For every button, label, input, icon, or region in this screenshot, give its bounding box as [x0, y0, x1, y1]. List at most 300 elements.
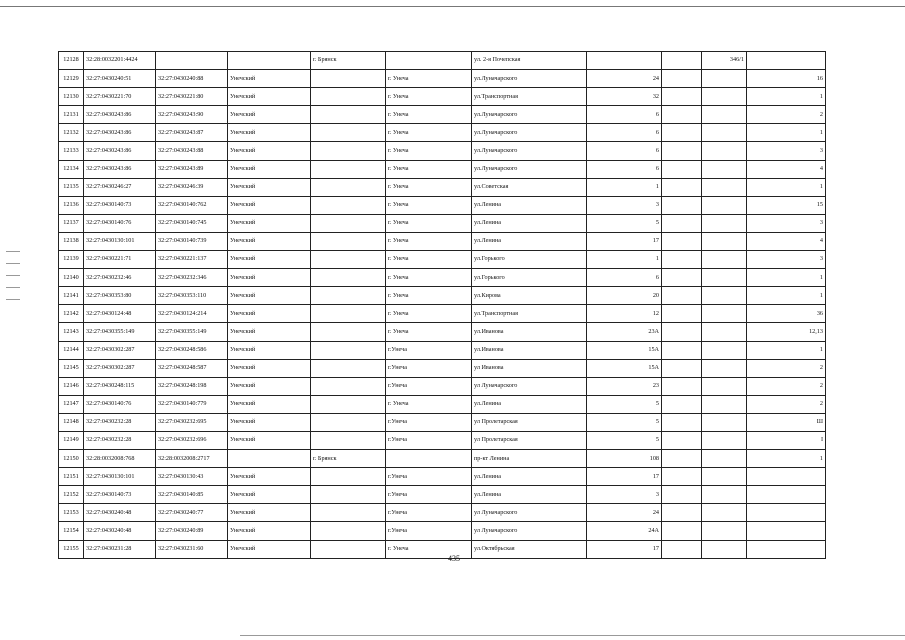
- city-unecha-cell: г.Унеча: [386, 377, 472, 395]
- building-cell: [662, 196, 702, 214]
- binding-marks: [6, 240, 20, 311]
- city-bryansk-cell: [311, 305, 386, 323]
- district-cell: Унечский: [228, 287, 311, 305]
- apartment-cell: 1: [747, 269, 826, 287]
- district-cell: Унечский: [228, 88, 311, 106]
- cadastral-object-cell: 32:27:0430353:110: [156, 287, 228, 305]
- table-row: [59, 251, 826, 269]
- cadastral-object-cell: 32:27:0430243:90: [156, 106, 228, 124]
- row-number-cell: 12128: [59, 52, 84, 70]
- table-row: [59, 522, 826, 540]
- letter-cell: [702, 540, 747, 558]
- cadastral-parcel-cell: 32:27:0430240:51: [84, 70, 156, 88]
- row-number-cell: 12153: [59, 504, 84, 522]
- cadastral-object-cell: 32:27:0430248:198: [156, 377, 228, 395]
- city-unecha-cell: г.Унеча: [386, 431, 472, 449]
- cadastral-object-cell: 32:27:0430243:88: [156, 142, 228, 160]
- city-bryansk-cell: [311, 160, 386, 178]
- cadastral-object-cell: 32:27:0430240:77: [156, 504, 228, 522]
- letter-cell: [702, 377, 747, 395]
- cadastral-object-cell: 32:27:0430243:87: [156, 124, 228, 142]
- row-number-cell: 12146: [59, 377, 84, 395]
- district-cell: Унечский: [228, 305, 311, 323]
- city-unecha-cell: г. Унеча: [386, 287, 472, 305]
- building-cell: [662, 142, 702, 160]
- building-cell: [662, 106, 702, 124]
- table-row: [59, 450, 826, 468]
- table-row: [59, 196, 826, 214]
- letter-cell: [702, 468, 747, 486]
- house-number-cell: 32: [587, 88, 662, 106]
- cadastral-parcel-cell: 32:27:0430240:48: [84, 504, 156, 522]
- house-number-cell: 17: [587, 232, 662, 250]
- city-bryansk-cell: [311, 88, 386, 106]
- city-bryansk-cell: [311, 214, 386, 232]
- apartment-cell: [747, 522, 826, 540]
- street-cell: ул.Ленина: [472, 468, 587, 486]
- apartment-cell: 1: [747, 88, 826, 106]
- letter-cell: [702, 305, 747, 323]
- apartment-cell: 1: [747, 287, 826, 305]
- table-row: [59, 88, 826, 106]
- table-row: [59, 486, 826, 504]
- building-cell: [662, 431, 702, 449]
- apartment-cell: [747, 468, 826, 486]
- district-cell: Унечский: [228, 468, 311, 486]
- apartment-cell: 1: [747, 178, 826, 196]
- building-cell: [662, 214, 702, 232]
- row-number-cell: 12130: [59, 88, 84, 106]
- row-number-cell: 12144: [59, 341, 84, 359]
- building-cell: [662, 251, 702, 269]
- cadastral-object-cell: 32:27:0430221:137: [156, 251, 228, 269]
- cadastral-object-cell: 32:27:0430232:696: [156, 431, 228, 449]
- letter-cell: [702, 287, 747, 305]
- district-cell: Унечский: [228, 70, 311, 88]
- letter-cell: [702, 341, 747, 359]
- building-cell: [662, 287, 702, 305]
- city-unecha-cell: г. Унеча: [386, 124, 472, 142]
- letter-cell: [702, 178, 747, 196]
- city-unecha-cell: г. Унеча: [386, 269, 472, 287]
- district-cell: Унечский: [228, 124, 311, 142]
- city-unecha-cell: г. Унеча: [386, 106, 472, 124]
- city-bryansk-cell: [311, 287, 386, 305]
- apartment-cell: 2: [747, 377, 826, 395]
- cadastral-parcel-cell: 32:27:0430246:27: [84, 178, 156, 196]
- city-bryansk-cell: [311, 232, 386, 250]
- row-number-cell: 12151: [59, 468, 84, 486]
- city-bryansk-cell: [311, 468, 386, 486]
- table-row: [59, 269, 826, 287]
- city-unecha-cell: г.Унеча: [386, 359, 472, 377]
- row-number-cell: 12139: [59, 251, 84, 269]
- street-cell: ул.Иванова: [472, 341, 587, 359]
- row-number-cell: 12133: [59, 142, 84, 160]
- house-number-cell: 5: [587, 395, 662, 413]
- city-unecha-cell: г.Унеча: [386, 504, 472, 522]
- street-cell: ул.Транспортная: [472, 88, 587, 106]
- city-unecha-cell: г. Унеча: [386, 540, 472, 558]
- cadastral-parcel-cell: 32:27:0430302:287: [84, 359, 156, 377]
- cadastral-parcel-cell: 32:27:0430240:48: [84, 522, 156, 540]
- city-unecha-cell: г. Унеча: [386, 70, 472, 88]
- table-row: [59, 431, 826, 449]
- street-cell: ул.Советская: [472, 178, 587, 196]
- district-cell: Унечский: [228, 359, 311, 377]
- city-unecha-cell: г. Унеча: [386, 196, 472, 214]
- cadastral-parcel-cell: 32:27:0430232:28: [84, 413, 156, 431]
- cadastral-object-cell: 32:27:0430140:745: [156, 214, 228, 232]
- city-unecha-cell: [386, 450, 472, 468]
- apartment-cell: 1: [747, 450, 826, 468]
- street-cell: ул.Ленина: [472, 196, 587, 214]
- cadastral-object-cell: 32:27:0430231:60: [156, 540, 228, 558]
- letter-cell: [702, 160, 747, 178]
- house-number-cell: 108: [587, 450, 662, 468]
- apartment-cell: [747, 504, 826, 522]
- street-cell: ул Луначарского: [472, 504, 587, 522]
- building-cell: [662, 486, 702, 504]
- city-bryansk-cell: [311, 395, 386, 413]
- house-number-cell: 5: [587, 214, 662, 232]
- apartment-cell: 2: [747, 395, 826, 413]
- cadastral-parcel-cell: 32:27:0430231:28: [84, 540, 156, 558]
- district-cell: Унечский: [228, 251, 311, 269]
- city-unecha-cell: г. Унеча: [386, 214, 472, 232]
- building-cell: [662, 504, 702, 522]
- building-cell: [662, 522, 702, 540]
- row-number-cell: 12143: [59, 323, 84, 341]
- letter-cell: [702, 431, 747, 449]
- apartment-cell: 2: [747, 359, 826, 377]
- street-cell: ул.Транспортная: [472, 305, 587, 323]
- house-number-cell: 5: [587, 431, 662, 449]
- scan-top-edge: [0, 6, 905, 7]
- building-cell: [662, 70, 702, 88]
- city-bryansk-cell: г. Брянск: [311, 450, 386, 468]
- city-bryansk-cell: [311, 540, 386, 558]
- table-row: [59, 413, 826, 431]
- city-bryansk-cell: [311, 323, 386, 341]
- street-cell: ул Луначарского: [472, 522, 587, 540]
- building-cell: [662, 52, 702, 70]
- table-row: [59, 341, 826, 359]
- city-bryansk-cell: [311, 106, 386, 124]
- cadastral-parcel-cell: 32:27:0430243:86: [84, 142, 156, 160]
- building-cell: [662, 232, 702, 250]
- cadastral-object-cell: 32:27:0430232:346: [156, 269, 228, 287]
- city-bryansk-cell: [311, 70, 386, 88]
- row-number-cell: 12142: [59, 305, 84, 323]
- cadastral-parcel-cell: 32:27:0430302:287: [84, 341, 156, 359]
- cadastral-object-cell: 32:27:0430240:88: [156, 70, 228, 88]
- apartment-cell: 12,13: [747, 323, 826, 341]
- row-number-cell: 12134: [59, 160, 84, 178]
- letter-cell: [702, 70, 747, 88]
- cadastral-parcel-cell: 32:27:0430124:48: [84, 305, 156, 323]
- row-number-cell: 12155: [59, 540, 84, 558]
- building-cell: [662, 540, 702, 558]
- apartment-cell: 1: [747, 341, 826, 359]
- cadastral-object-cell: 32:27:0430221:80: [156, 88, 228, 106]
- letter-cell: [702, 269, 747, 287]
- cadastral-object-cell: [156, 52, 228, 70]
- city-unecha-cell: г. Унеча: [386, 323, 472, 341]
- building-cell: [662, 359, 702, 377]
- district-cell: [228, 450, 311, 468]
- letter-cell: [702, 504, 747, 522]
- street-cell: ул.Луначарского: [472, 124, 587, 142]
- cadastral-parcel-cell: 32:27:0430140:73: [84, 486, 156, 504]
- district-cell: Унечский: [228, 269, 311, 287]
- street-cell: ул.Ленина: [472, 486, 587, 504]
- row-number-cell: 12154: [59, 522, 84, 540]
- table-row: [59, 232, 826, 250]
- page-number: 435: [448, 554, 460, 563]
- letter-cell: [702, 323, 747, 341]
- house-number-cell: 3: [587, 196, 662, 214]
- letter-cell: [702, 232, 747, 250]
- table-row: [59, 106, 826, 124]
- letter-cell: [702, 196, 747, 214]
- house-number-cell: 1: [587, 251, 662, 269]
- row-number-cell: 12135: [59, 178, 84, 196]
- cadastral-parcel-cell: 32:27:0430140:76: [84, 214, 156, 232]
- street-cell: ул Луначарского: [472, 377, 587, 395]
- house-number-cell: 6: [587, 106, 662, 124]
- district-cell: Унечский: [228, 160, 311, 178]
- registry-body: [59, 52, 826, 559]
- cadastral-parcel-cell: 32:27:0430232:46: [84, 269, 156, 287]
- table-row: [59, 504, 826, 522]
- table-row: [59, 359, 826, 377]
- city-bryansk-cell: [311, 359, 386, 377]
- house-number-cell: 17: [587, 468, 662, 486]
- scan-bottom-edge: [240, 635, 905, 636]
- house-number-cell: 3: [587, 486, 662, 504]
- row-number-cell: 12129: [59, 70, 84, 88]
- row-number-cell: 12138: [59, 232, 84, 250]
- apartment-cell: 15: [747, 196, 826, 214]
- cadastral-parcel-cell: 32:27:0430140:76: [84, 395, 156, 413]
- city-unecha-cell: г. Унеча: [386, 160, 472, 178]
- house-number-cell: 20: [587, 287, 662, 305]
- table-row: [59, 52, 826, 70]
- row-number-cell: 12145: [59, 359, 84, 377]
- city-unecha-cell: г. Унеча: [386, 395, 472, 413]
- district-cell: Унечский: [228, 431, 311, 449]
- street-cell: ул Пролетарская: [472, 431, 587, 449]
- row-number-cell: 12131: [59, 106, 84, 124]
- cadastral-parcel-cell: 32:27:0430221:71: [84, 251, 156, 269]
- letter-cell: [702, 251, 747, 269]
- cadastral-parcel-cell: 32:27:0430355:149: [84, 323, 156, 341]
- district-cell: Унечский: [228, 522, 311, 540]
- row-number-cell: 12152: [59, 486, 84, 504]
- city-unecha-cell: г.Унеча: [386, 341, 472, 359]
- city-bryansk-cell: [311, 269, 386, 287]
- letter-cell: [702, 124, 747, 142]
- table-row: [59, 124, 826, 142]
- cadastral-object-cell: 32:27:0430248:586: [156, 341, 228, 359]
- letter-cell: [702, 522, 747, 540]
- house-number-cell: 23: [587, 377, 662, 395]
- district-cell: [228, 52, 311, 70]
- district-cell: Унечский: [228, 486, 311, 504]
- building-cell: [662, 377, 702, 395]
- apartment-cell: [747, 486, 826, 504]
- district-cell: Унечский: [228, 106, 311, 124]
- cadastral-object-cell: 32:27:0430232:695: [156, 413, 228, 431]
- building-cell: [662, 269, 702, 287]
- letter-cell: [702, 395, 747, 413]
- house-number-cell: 1: [587, 178, 662, 196]
- table-row: [59, 142, 826, 160]
- apartment-cell: [747, 52, 826, 70]
- property-registry-table: [58, 51, 826, 559]
- cadastral-parcel-cell: 32:27:0430243:86: [84, 124, 156, 142]
- city-unecha-cell: г. Унеча: [386, 142, 472, 160]
- city-bryansk-cell: [311, 431, 386, 449]
- apartment-cell: [747, 540, 826, 558]
- district-cell: Унечский: [228, 395, 311, 413]
- street-cell: ул.Луначарского: [472, 70, 587, 88]
- letter-cell: [702, 214, 747, 232]
- table-row: [59, 160, 826, 178]
- cadastral-parcel-cell: 32:28:0032008:768: [84, 450, 156, 468]
- street-cell: ул.Кирова: [472, 287, 587, 305]
- building-cell: [662, 178, 702, 196]
- city-unecha-cell: [386, 52, 472, 70]
- apartment-cell: I: [747, 431, 826, 449]
- table-row: [59, 468, 826, 486]
- letter-cell: [702, 413, 747, 431]
- building-cell: [662, 413, 702, 431]
- row-number-cell: 12132: [59, 124, 84, 142]
- district-cell: Унечский: [228, 232, 311, 250]
- cadastral-object-cell: 32:27:0430130:43: [156, 468, 228, 486]
- street-cell: ул.Октябрьская: [472, 540, 587, 558]
- house-number-cell: 6: [587, 124, 662, 142]
- apartment-cell: 4: [747, 232, 826, 250]
- city-unecha-cell: г. Унеча: [386, 88, 472, 106]
- district-cell: Унечский: [228, 377, 311, 395]
- cadastral-object-cell: 32:27:0430355:149: [156, 323, 228, 341]
- cadastral-parcel-cell: 32:27:0430232:28: [84, 431, 156, 449]
- cadastral-parcel-cell: 32:27:0430140:73: [84, 196, 156, 214]
- house-number-cell: 6: [587, 160, 662, 178]
- table-row: [59, 377, 826, 395]
- cadastral-parcel-cell: 32:27:0430130:101: [84, 232, 156, 250]
- cadastral-parcel-cell: 32:28:0032201:4424: [84, 52, 156, 70]
- district-cell: Унечский: [228, 178, 311, 196]
- city-bryansk-cell: г. Брянск: [311, 52, 386, 70]
- house-number-cell: 24: [587, 70, 662, 88]
- street-cell: ул.Горького: [472, 251, 587, 269]
- letter-cell: 346/1: [702, 52, 747, 70]
- house-number-cell: 6: [587, 269, 662, 287]
- apartment-cell: 16: [747, 70, 826, 88]
- street-cell: ул Иванова: [472, 359, 587, 377]
- cadastral-object-cell: 32:27:0430140:762: [156, 196, 228, 214]
- street-cell: ул.Луначарского: [472, 160, 587, 178]
- letter-cell: [702, 486, 747, 504]
- cadastral-object-cell: 32:28:0032008:2717: [156, 450, 228, 468]
- city-unecha-cell: г.Унеча: [386, 413, 472, 431]
- apartment-cell: 1: [747, 124, 826, 142]
- building-cell: [662, 124, 702, 142]
- city-bryansk-cell: [311, 413, 386, 431]
- city-bryansk-cell: [311, 251, 386, 269]
- building-cell: [662, 450, 702, 468]
- building-cell: [662, 395, 702, 413]
- house-number-cell: 5: [587, 413, 662, 431]
- cadastral-object-cell: 32:27:0430140:85: [156, 486, 228, 504]
- table-row: [59, 287, 826, 305]
- cadastral-object-cell: 32:27:0430248:587: [156, 359, 228, 377]
- city-unecha-cell: г.Унеча: [386, 522, 472, 540]
- building-cell: [662, 305, 702, 323]
- apartment-cell: 3: [747, 251, 826, 269]
- city-bryansk-cell: [311, 142, 386, 160]
- city-bryansk-cell: [311, 522, 386, 540]
- row-number-cell: 12140: [59, 269, 84, 287]
- row-number-cell: 12141: [59, 287, 84, 305]
- cadastral-object-cell: 32:27:0430243:89: [156, 160, 228, 178]
- table-row: [59, 70, 826, 88]
- table-row: [59, 214, 826, 232]
- street-cell: ул.Ленина: [472, 214, 587, 232]
- table-row: [59, 395, 826, 413]
- district-cell: Унечский: [228, 214, 311, 232]
- street-cell: ул. 2-я Почепская: [472, 52, 587, 70]
- letter-cell: [702, 450, 747, 468]
- building-cell: [662, 323, 702, 341]
- city-bryansk-cell: [311, 178, 386, 196]
- table-row: [59, 305, 826, 323]
- cadastral-parcel-cell: 32:27:0430130:101: [84, 468, 156, 486]
- house-number-cell: 24А: [587, 522, 662, 540]
- building-cell: [662, 468, 702, 486]
- cadastral-parcel-cell: 32:27:0430243:86: [84, 160, 156, 178]
- district-cell: Унечский: [228, 196, 311, 214]
- city-bryansk-cell: [311, 486, 386, 504]
- letter-cell: [702, 142, 747, 160]
- apartment-cell: 3: [747, 142, 826, 160]
- letter-cell: [702, 88, 747, 106]
- cadastral-parcel-cell: 32:27:0430248:115: [84, 377, 156, 395]
- row-number-cell: 12147: [59, 395, 84, 413]
- apartment-cell: 4: [747, 160, 826, 178]
- street-cell: ул.Ленина: [472, 395, 587, 413]
- district-cell: Унечский: [228, 323, 311, 341]
- house-number-cell: 15А: [587, 359, 662, 377]
- house-number-cell: [587, 52, 662, 70]
- house-number-cell: 17: [587, 540, 662, 558]
- district-cell: Унечский: [228, 540, 311, 558]
- street-cell: ул Пролетарская: [472, 413, 587, 431]
- table-row: [59, 323, 826, 341]
- street-cell: ул.Ленина: [472, 232, 587, 250]
- city-bryansk-cell: [311, 504, 386, 522]
- table-row: [59, 178, 826, 196]
- building-cell: [662, 160, 702, 178]
- street-cell: пр-кт Ленина: [472, 450, 587, 468]
- cadastral-object-cell: 32:27:0430246:39: [156, 178, 228, 196]
- building-cell: [662, 88, 702, 106]
- apartment-cell: 3: [747, 214, 826, 232]
